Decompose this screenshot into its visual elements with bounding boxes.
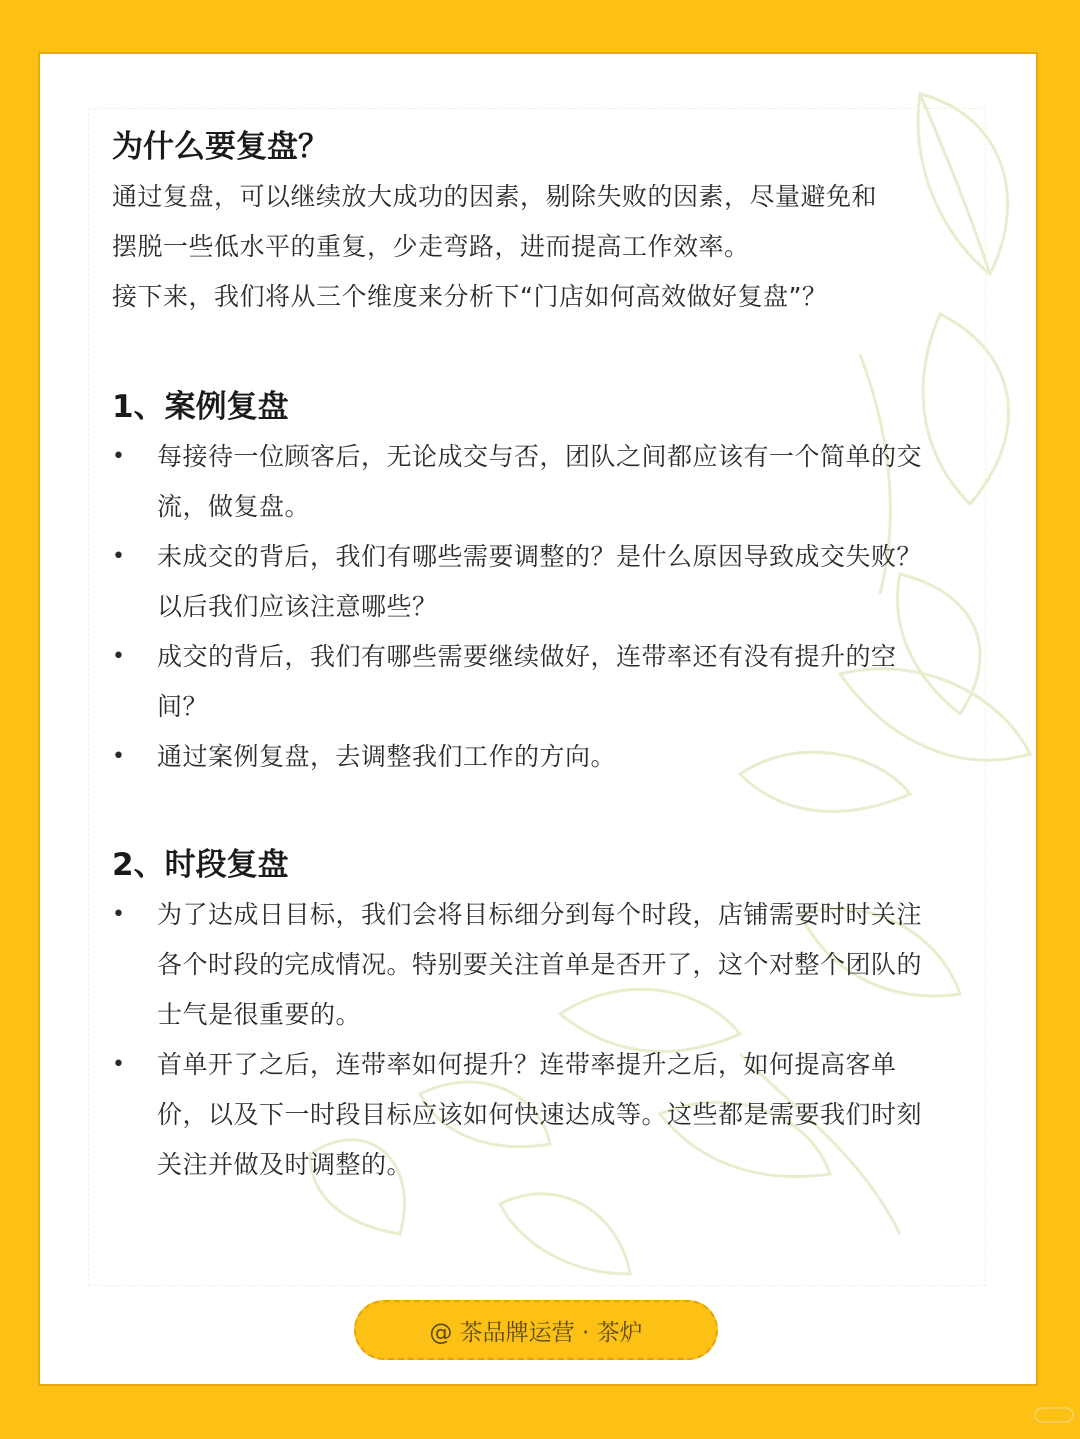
section1-list (112, 432, 992, 782)
list-item: • 首单开了之后，连带率如何提升？连带率提升之后，如何提高客单价，以及下一时段目标应该如何快速达成等。这些都是需要我们时刻关注并做及时调整的。 (112, 1040, 947, 1190)
list-item: • 成交的背后，我们有哪些需要继续做好，连带率还有没有提升的空间？ (112, 632, 947, 732)
bullet-icon: • (112, 444, 126, 469)
content-card (38, 52, 1038, 1386)
bullet-icon: • (112, 644, 126, 669)
list-item: • 未成交的背后，我们有哪些需要调整的？是什么原因导致成交失败？以后我们应该注意哪些？ (112, 532, 947, 632)
list-item: • 每接待一位顾客后，无论成交与否，团队之间都应该有一个简单的交流，做复盘。 (112, 432, 947, 532)
intro-line-2: 摆脱一些低水平的重复，少走弯路，进而提高工作效率。 (112, 232, 750, 261)
section1-heading: 1、案例复盘 (112, 389, 289, 425)
intro-title: 为什么要复盘？ (112, 129, 329, 165)
intro-line-3: 接下来，我们将从三个维度来分析下“门店如何高效做好复盘”？ (112, 282, 828, 311)
author-tag-label: @ 茶品牌运营 · 茶炉 (429, 1319, 643, 1346)
author-tag (354, 1300, 718, 1360)
section2-heading: 2、时段复盘 (112, 847, 289, 883)
bullet-icon: • (112, 1052, 126, 1077)
article-body (112, 122, 992, 1190)
list-item: • 通过案例复盘，去调整我们工作的方向。 (112, 732, 947, 782)
intro-line-1: 通过复盘，可以继续放大成功的因素，剔除失败的因素，尽量避免和 (112, 182, 878, 211)
list-item: • 为了达成日目标，我们会将目标细分到每个时段，店铺需要时时关注各个时段的完成情况。特别要关注首单是否开了，这个对整个团队的士气是很重要的。 (112, 890, 947, 1040)
bullet-icon: • (112, 744, 126, 769)
bullet-icon: • (112, 544, 126, 569)
corner-watermark-icon (1034, 1404, 1074, 1426)
bullet-icon: • (112, 902, 126, 927)
section2-list (112, 890, 992, 1190)
